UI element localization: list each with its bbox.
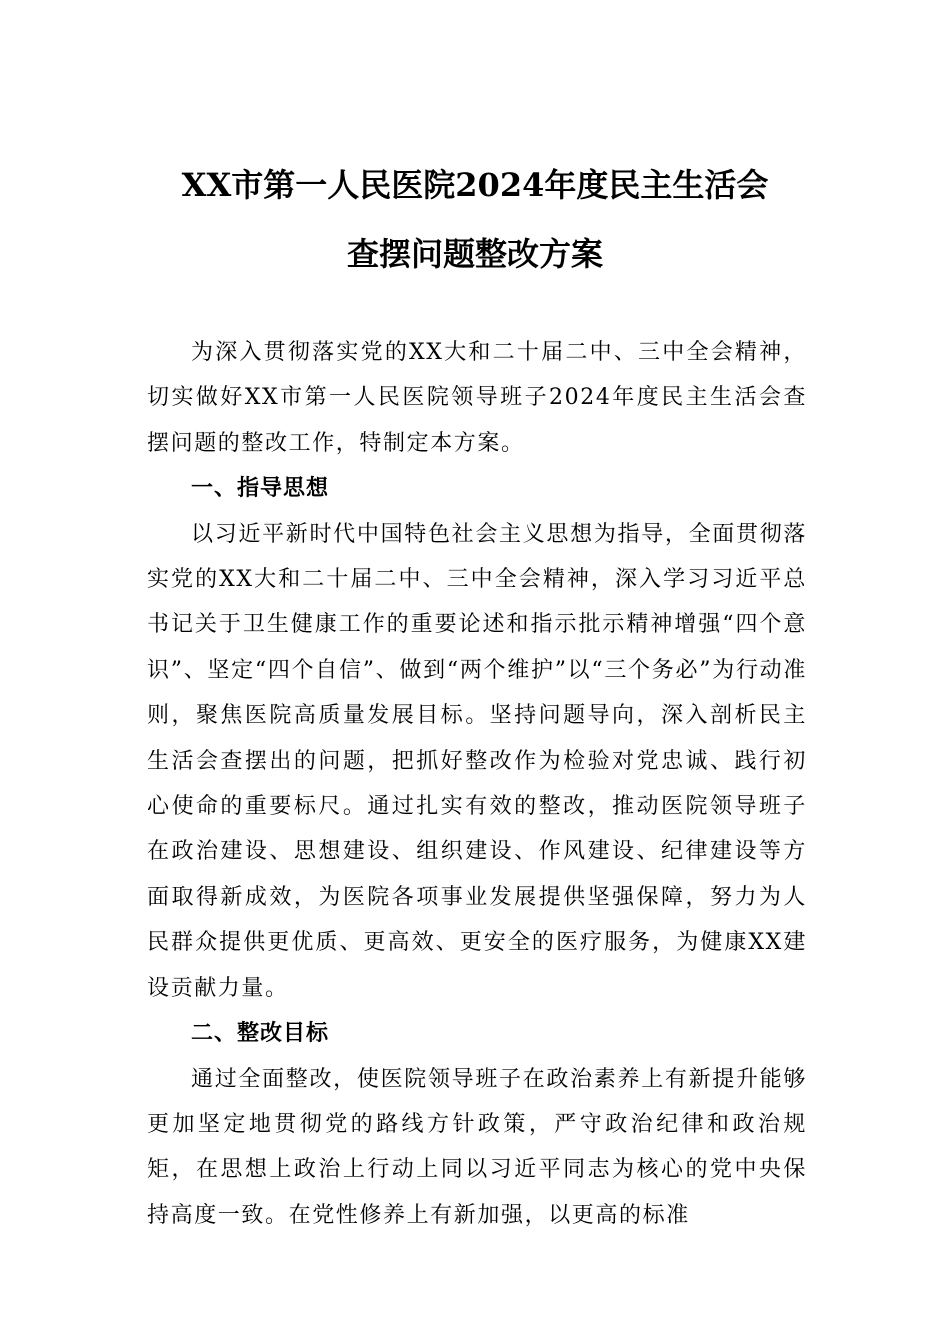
section-heading-guiding-ideology: 一、指导思想 [191,476,330,502]
document-title-line-2: 查摆问题整改方案 [346,235,603,273]
section-paragraph-guiding-ideology: 以习近平新时代中国特色社会主义思想为指导，全面贯彻落实党的XX大和二十届二中、三中全会精神，深入学习习近平总书记关于卫生健康工作的重要论述和指示批示精神增强“四个意识”、坚定“四个自信”、做到“两个维护”以“三个务必”为行动准则，聚焦医院高质量发展目标。坚持问题导向，深入剖析民主生活会查摆出的问题，把抓好整改作为检验对党忠诚、践行初心使命的重要标尺。通过扎实有效的整改，推动医院领导班子在政治建设、思想建设、组织建设、作风建设、纪律建设等方面取得新成效，为医院各项事业发展提供坚强保障，努力为人民群众提供更优质、更高效、更安全的医疗服务，为健康XX建设贡献力量。 [147,521,807,1001]
document-title-line-1: XX市第一人民医院2024年度民主生活会 [181,166,769,204]
section-paragraph-rectification-goals: 通过全面整改，使医院领导班子在政治素养上有新提升能够更加坚定地贯彻党的路线方针政策，严守政治纪律和政治规矩，在思想上政治上行动上同以习近平同志为核心的党中央保持高度一致。在党性修养上有新加强，以更高的标准 [147,1066,807,1228]
document-body [147,330,807,1238]
intro-paragraph: 为深入贯彻落实党的XX大和二十届二中、三中全会精神，切实做好XX市第一人民医院领导班子2024年度民主生活会查摆问题的整改工作，特制定本方案。 [147,340,807,456]
section-heading-rectification-goals: 二、整改目标 [191,1021,330,1047]
